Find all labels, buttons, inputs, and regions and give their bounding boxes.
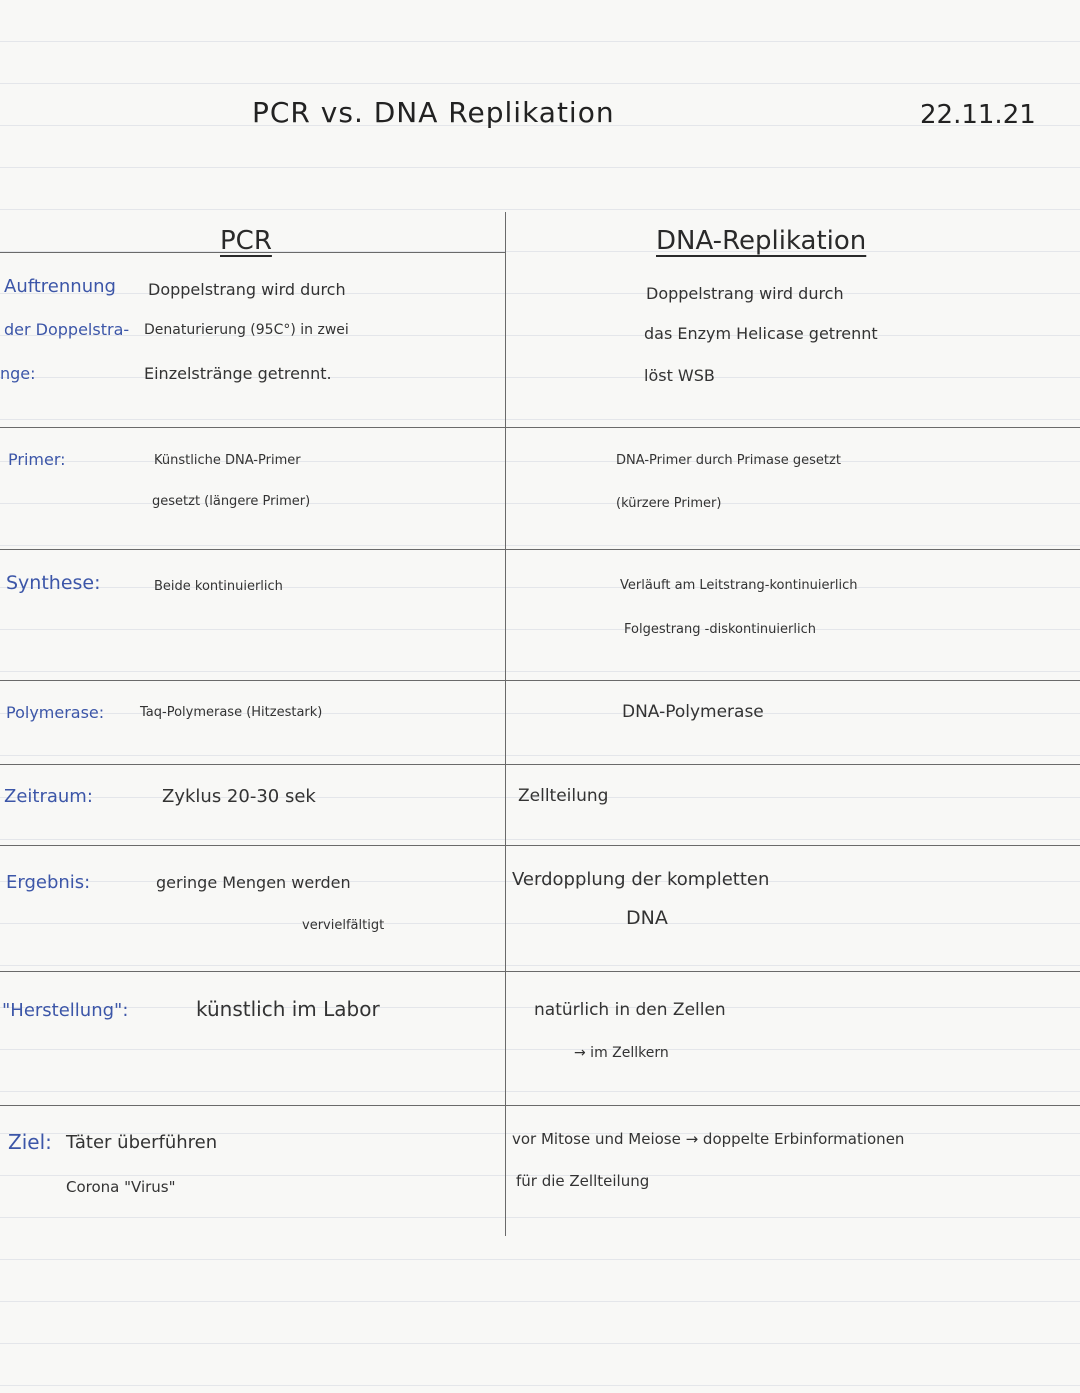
pcr-text: Taq-Polymerase (Hitzestark) (140, 705, 323, 720)
pcr-text: Corona "Virus" (66, 1178, 176, 1196)
dna-text: löst WSB (644, 366, 715, 385)
row-label-trennung: der Doppelstra- (4, 320, 130, 339)
dna-text: Zellteilung (518, 786, 609, 806)
dna-text: Doppelstrang wird durch (646, 284, 844, 303)
column-header-pcr: PCR (220, 226, 272, 256)
row-divider (0, 549, 1080, 550)
dna-text: DNA-Polymerase (622, 702, 764, 722)
row-label-trennung: nge: (0, 364, 36, 383)
dna-text: für die Zellteilung (516, 1172, 650, 1190)
dna-text: DNA-Primer durch Primase gesetzt (616, 453, 841, 468)
row-divider (0, 845, 1080, 846)
dna-text: DNA (626, 907, 668, 929)
pcr-text: gesetzt (längere Primer) (152, 494, 311, 509)
row-divider (0, 971, 1080, 972)
dna-text: (kürzere Primer) (616, 496, 722, 511)
pcr-text: geringe Mengen werden (156, 873, 351, 892)
dna-text: das Enzym Helicase getrennt (644, 324, 878, 343)
dna-text: natürlich in den Zellen (534, 1000, 726, 1020)
row-label-polymerase: Polymerase: (6, 703, 105, 722)
row-divider (0, 680, 1080, 681)
pcr-text: Denaturierung (95C°) in zwei (144, 322, 349, 338)
row-label-trennung: Auftrennung (4, 276, 116, 297)
pcr-text: Einzelstränge getrennt. (144, 364, 332, 383)
column-header-dna-replikation: DNA-Replikation (656, 226, 867, 256)
dna-text: Verläuft am Leitstrang-kontinuierlich (620, 578, 858, 593)
row-label-ergebnis: Ergebnis: (6, 872, 91, 893)
pcr-text: Doppelstrang wird durch (148, 280, 346, 299)
pcr-text: Täter überführen (66, 1132, 218, 1153)
pcr-text: vervielfältigt (302, 918, 385, 933)
row-label-ziel: Ziel: (8, 1130, 52, 1154)
pcr-text: Zyklus 20-30 sek (162, 786, 316, 807)
pcr-text: künstlich im Labor (196, 997, 380, 1021)
row-label-zeitraum: Zeitraum: (4, 786, 93, 807)
column-divider (505, 212, 506, 1236)
row-divider (0, 764, 1080, 765)
date: 22.11.21 (920, 100, 1036, 130)
row-divider (0, 427, 1080, 428)
row-label-synthese: Synthese: (6, 572, 101, 594)
row-divider (0, 1105, 1080, 1106)
row-label-herstellung: "Herstellung": (2, 1000, 129, 1021)
pcr-text: Beide kontinuierlich (154, 579, 283, 594)
row-label-primer: Primer: (8, 450, 66, 469)
pcr-text: Künstliche DNA-Primer (154, 453, 301, 468)
dna-text: Folgestrang -diskontinuierlich (624, 622, 816, 637)
dna-text: → im Zellkern (574, 1045, 669, 1061)
dna-text: vor Mitose und Meiose → doppelte Erbinformationen (512, 1130, 905, 1148)
dna-text: Verdopplung der kompletten (512, 869, 770, 890)
page-title: PCR vs. DNA Replikation (252, 96, 615, 129)
